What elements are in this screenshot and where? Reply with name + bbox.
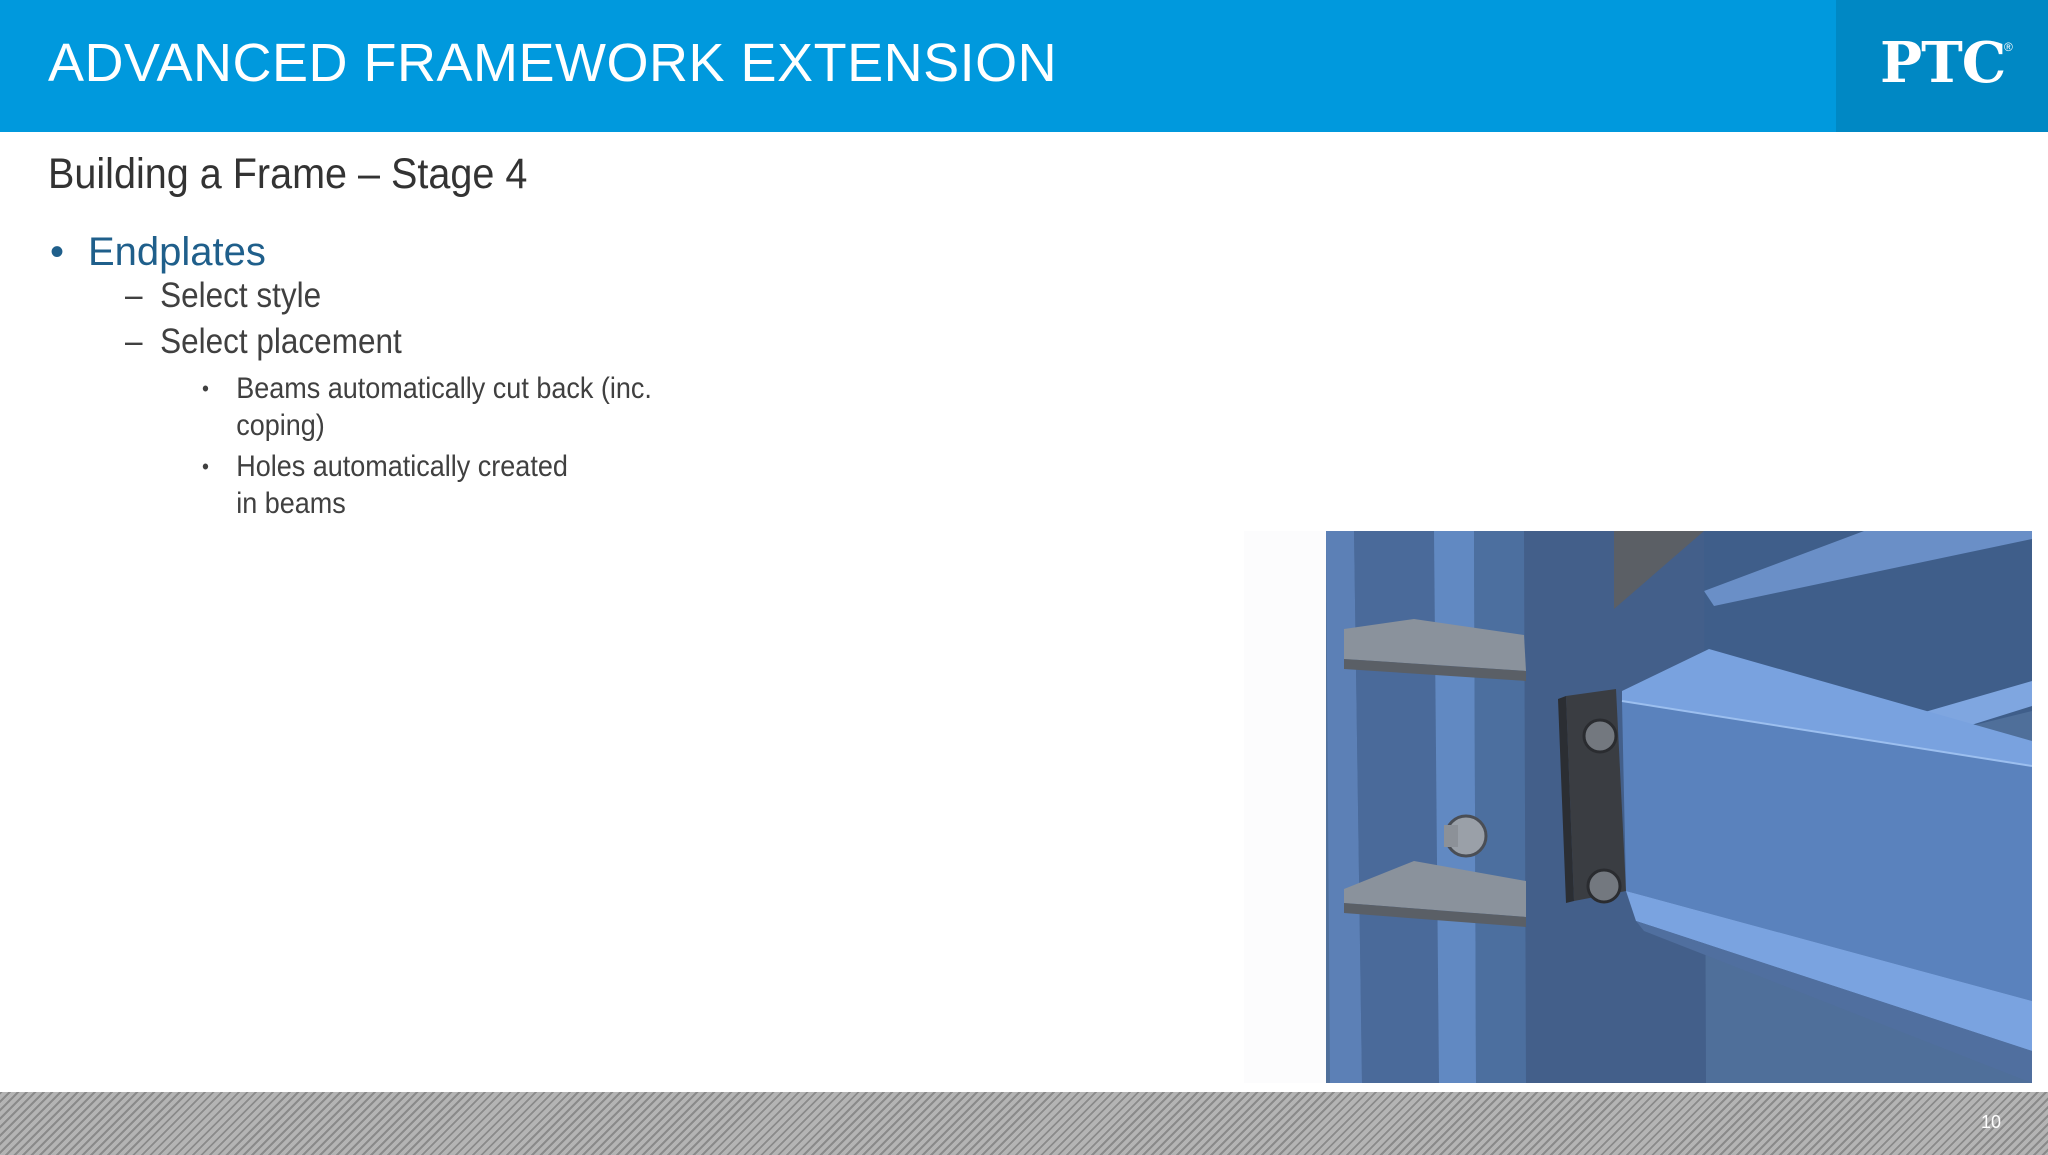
- footer-bar: [0, 1092, 2048, 1155]
- bullet-glyph: •: [202, 454, 209, 479]
- dash-glyph: –: [125, 322, 143, 361]
- slide-subtitle: Building a Frame – Stage 4: [48, 150, 528, 198]
- logo-text: PTC: [1880, 30, 2006, 96]
- slide-section-title: ADVANCED FRAMEWORK EXTENSION: [48, 33, 1058, 93]
- bullet-glyph: •: [202, 376, 209, 401]
- bullet-text-select-placement: Select placement: [160, 322, 402, 361]
- beam-connection-image: [1244, 531, 2032, 1083]
- bullet-line: Beams automatically cut back (inc.: [236, 372, 652, 405]
- header-bar: [0, 0, 2048, 132]
- ptc-logo: [1836, 0, 2048, 132]
- dash-glyph: –: [125, 276, 143, 315]
- beam-connection-drawing: [1244, 531, 2032, 1083]
- page-number: 10: [1980, 1112, 2001, 1132]
- bullet-glyph: •: [50, 230, 65, 274]
- bullet-text-select-style: Select style: [160, 276, 322, 315]
- bullet-text-beams-cut-back: [236, 370, 668, 444]
- bullet-line: Holes automatically created: [236, 450, 568, 483]
- logo-registered-mark: ®: [2004, 40, 2013, 54]
- bullet-text-endplates: Endplates: [88, 230, 266, 274]
- bullet-text-holes-created: [236, 448, 668, 522]
- bullet-line: in beams: [236, 487, 346, 520]
- bullet-line: coping): [236, 409, 325, 442]
